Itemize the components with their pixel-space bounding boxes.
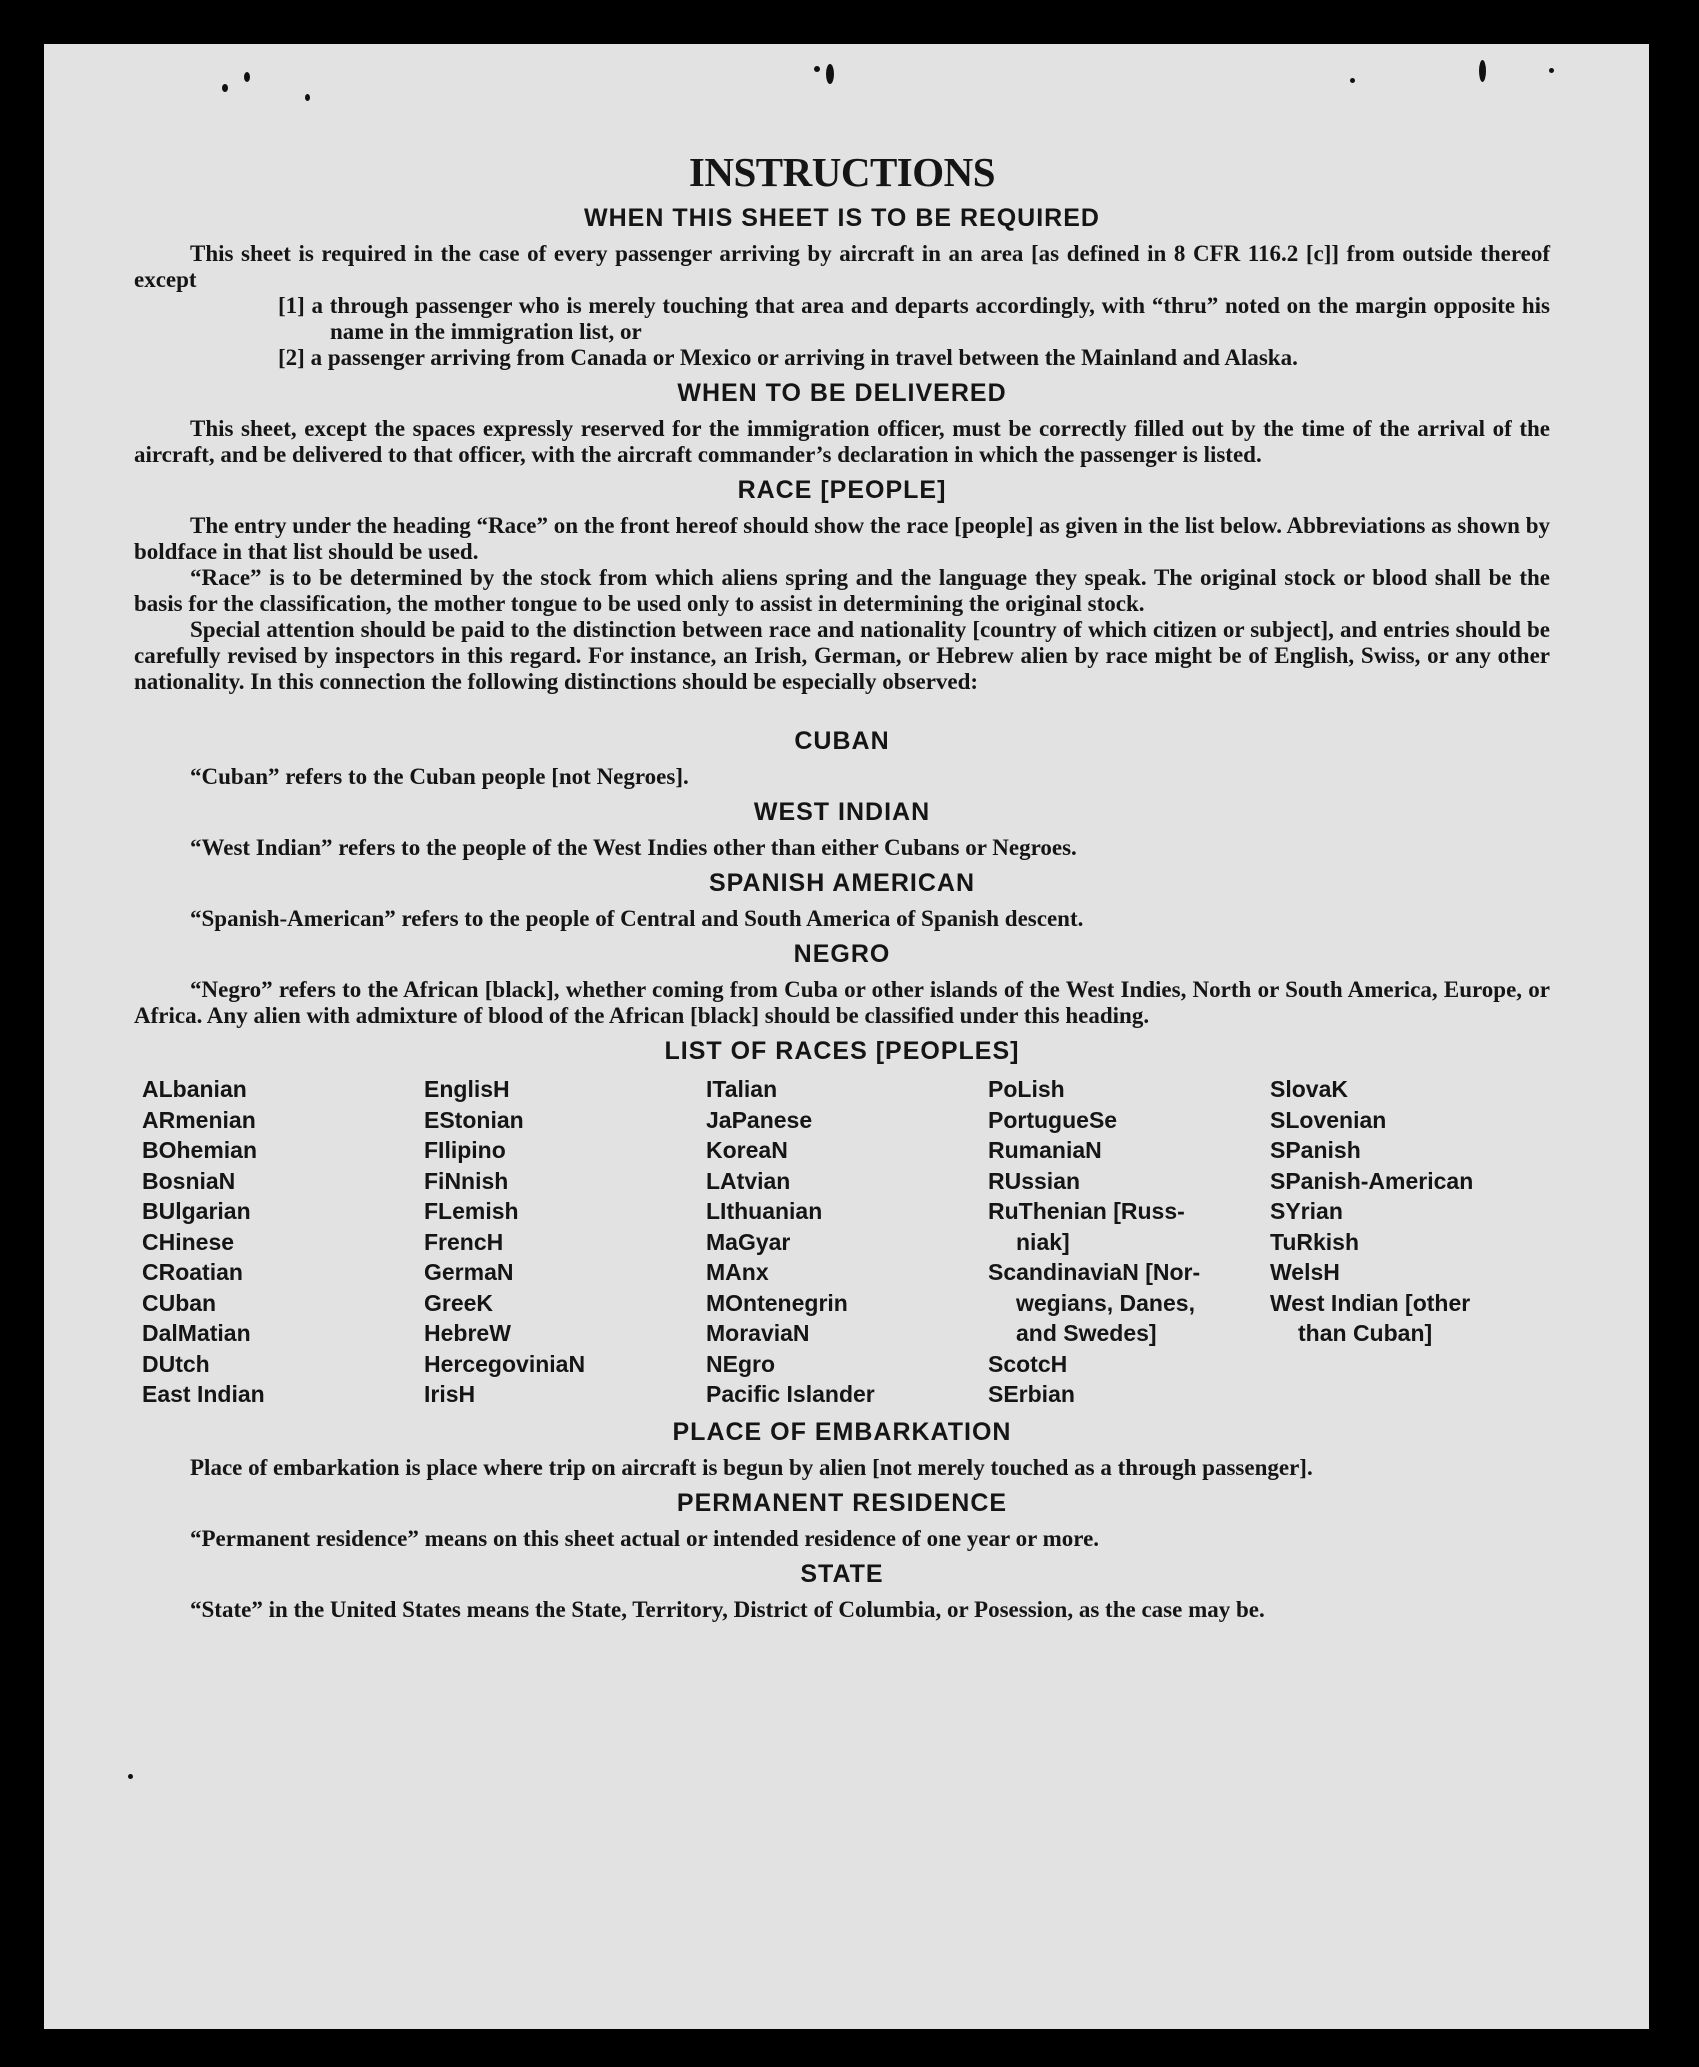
when-required-item-1: [1] a through passenger who is merely touching that area and departs accordingly, with “thru” noted on the margin opposite his name in the immigration list, or (278, 293, 1550, 344)
race-list-item: and Swedes] (1016, 1320, 1157, 1346)
heading-place-of-embarkation: PLACE OF EMBARKATION (672, 1417, 1012, 1446)
race-list-item: MOntenegrin (706, 1289, 848, 1316)
spanish-american-text: “Spanish-American” refers to the people of Central and South America of Spanish descent. (190, 906, 1084, 931)
heading-state: STATE (800, 1559, 884, 1588)
race-paragraph-1: The entry under the heading “Race” on the front hereof should show the race [people] as given in the list below. Abbreviations as shown by boldface in that list should be used. (134, 513, 1550, 564)
race-list-item: JaPanese (706, 1106, 813, 1133)
race-list-item: PoLish (988, 1076, 1065, 1102)
race-list-item: ARmenian (142, 1106, 256, 1133)
race-list-item: SLovenian (1270, 1106, 1387, 1133)
embarkation-text: Place of embarkation is place where trip on aircraft is begun by alien [not merely touched as a through passenger]. (190, 1454, 1313, 1480)
race-list-item: HebreW (424, 1320, 511, 1346)
race-paragraph-3: Special attention should be paid to the distinction between race and nationality [country of which citizen or subject], and entries should be carefully revised by inspectors in this regard. For instance, an Irish, German, or Hebrew alien by race might be of English, Swiss, or any other nationality. In this connection the following distinctions should be especially observed: (134, 617, 1550, 694)
race-list-item: than Cuban] (1298, 1320, 1433, 1346)
race-list-item: IrisH (424, 1381, 476, 1407)
permanent-residence-text: “Permanent residence” means on this sheet actual or intended residence of one year or more. (190, 1525, 1100, 1551)
race-list-item: FIlipino (424, 1137, 506, 1163)
race-list-item: Pacific Islander (706, 1381, 875, 1407)
race-list-item: BUlgarian (142, 1198, 251, 1224)
race-list-item: LIthuanian (706, 1198, 823, 1224)
race-list-item: MoraviaN (706, 1320, 810, 1346)
race-list-item: BosniaN (142, 1167, 236, 1194)
heading-spanish-american: SPANISH AMERICAN (708, 869, 975, 897)
race-list-item: CUban (142, 1289, 217, 1316)
heading-negro: NEGRO (793, 940, 891, 968)
heading-permanent-residence: PERMANENT RESIDENCE (676, 1488, 1008, 1517)
race-list (134, 1074, 1550, 1410)
heading-list-of-races: LIST OF RACES [PEOPLES] (664, 1037, 1020, 1065)
race-list-item: DUtch (142, 1350, 210, 1377)
race-list-item: MaGyar (706, 1228, 791, 1255)
heading-when-delivered: WHEN TO BE DELIVERED (677, 379, 1007, 407)
negro-text: “Negro” refers to the African [black], whether coming from Cuba or other islands of the West Indies, North or South America, Europe, or Africa. Any alien with admixture of blood of the African [black] should be classified under this heading. (134, 977, 1550, 1028)
race-column-1 (142, 1074, 424, 1410)
race-list-item: SPanish (1270, 1137, 1361, 1163)
race-list-item: NEgro (706, 1350, 775, 1377)
race-list-item: LAtvian (706, 1167, 791, 1194)
race-list-item: GermaN (424, 1259, 514, 1285)
race-list-item: ScandinaviaN [Nor- (988, 1259, 1201, 1285)
race-list-item: FrencH (424, 1228, 504, 1255)
race-list-item: SlovaK (1270, 1076, 1348, 1102)
cuban-text: “Cuban” refers to the Cuban people [not Negroes]. (190, 764, 689, 789)
instructions-content (134, 148, 1550, 1623)
race-list-item: ALbanian (142, 1076, 247, 1102)
race-list-item: East Indian (142, 1381, 265, 1407)
race-list-item: PortugueSe (988, 1106, 1118, 1133)
race-list-item: FLemish (424, 1198, 519, 1224)
heading-race: RACE [PEOPLE] (737, 476, 947, 504)
page-title: INSTRUCTIONS (688, 149, 996, 195)
race-list-item: FiNnish (424, 1167, 509, 1194)
race-list-item: ScotcH (988, 1350, 1068, 1377)
race-list-item: SYrian (1270, 1198, 1343, 1224)
heading-west-indian: WEST INDIAN (753, 798, 931, 826)
race-list-item: KoreaN (706, 1137, 788, 1163)
race-list-item: TuRkish (1270, 1228, 1360, 1255)
race-list-item: wegians, Danes, (1016, 1289, 1195, 1316)
race-list-item: MAnx (706, 1259, 769, 1285)
race-column-2 (424, 1074, 706, 1410)
race-column-4 (988, 1074, 1270, 1410)
race-column-5 (1270, 1074, 1558, 1410)
race-list-item: BOhemian (142, 1137, 258, 1163)
race-column-3 (706, 1074, 988, 1410)
scan-speck (128, 1774, 133, 1779)
state-text: “State” in the United States means the State, Territory, District of Columbia, or Posession, as the case may be. (190, 1596, 1265, 1622)
race-list-item: West Indian [other (1270, 1289, 1471, 1316)
race-list-item: SErbian (988, 1381, 1075, 1407)
race-list-item: ITalian (706, 1076, 778, 1102)
race-list-item: SPanish-American (1270, 1167, 1474, 1194)
west-indian-text: “West Indian” refers to the people of the West Indies other than either Cubans or Negroes. (190, 835, 1077, 860)
race-list-item: RuThenian [Russ- (988, 1198, 1185, 1224)
heading-cuban: CUBAN (794, 727, 890, 755)
race-list-item: GreeK (424, 1289, 494, 1316)
scan-specks (44, 44, 1649, 124)
race-list-item: niak] (1016, 1228, 1070, 1255)
race-list-item: EStonian (424, 1106, 524, 1133)
race-list-item: CHinese (142, 1228, 235, 1255)
race-list-item: HercegoviniaN (424, 1350, 586, 1377)
race-list-item: DalMatian (142, 1320, 251, 1346)
race-list-item: RUssian (988, 1167, 1081, 1194)
race-list-item: RumaniaN (988, 1137, 1102, 1163)
race-list-item: WelsH (1270, 1259, 1340, 1285)
race-paragraph-2: “Race” is to be determined by the stock from which aliens spring and the language they speak. The original stock or blood shall be the basis for the classification, the mother tongue to be used only to assist in determining the original stock. (134, 565, 1550, 616)
when-delivered-text: This sheet, except the spaces expressly reserved for the immigration officer, must be correctly filled out by the time of the arrival of the aircraft, and be delivered to that officer, with the aircraft commander’s declaration in which the passenger is listed. (134, 416, 1550, 467)
document-page (44, 44, 1649, 2029)
race-list-item: EnglisH (424, 1076, 510, 1102)
when-required-item-2: [2] a passenger arriving from Canada or Mexico or arriving in travel between the Mainland and Alaska. (278, 345, 1298, 370)
heading-when-required: WHEN THIS SHEET IS TO BE REQUIRED (584, 204, 1100, 232)
when-required-intro: This sheet is required in the case of every passenger arriving by aircraft in an area [as defined in 8 CFR 116.2 [c]] from outside thereof except (134, 241, 1550, 292)
race-list-item: CRoatian (142, 1259, 243, 1285)
